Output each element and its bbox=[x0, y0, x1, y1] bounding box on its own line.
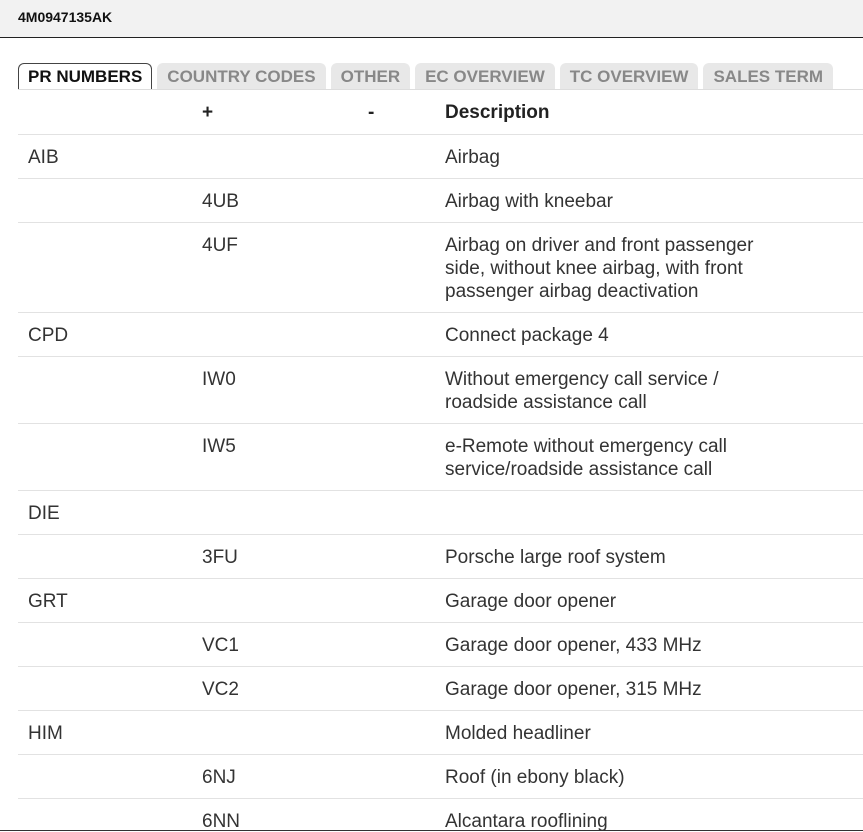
tab-pr-numbers[interactable]: PR NUMBERS bbox=[18, 63, 152, 90]
plus-cell: IW0 bbox=[202, 369, 236, 390]
column-header-description: Description bbox=[445, 102, 550, 123]
plus-cell: IW5 bbox=[202, 436, 236, 457]
table-row bbox=[18, 313, 863, 357]
plus-cell: 4UB bbox=[202, 191, 239, 212]
part-number-title: 4M0947135AK bbox=[18, 9, 113, 25]
description-cell: Garage door opener bbox=[445, 591, 617, 612]
family-cell: AIB bbox=[28, 147, 59, 168]
table-row bbox=[18, 424, 863, 491]
table-row bbox=[18, 357, 863, 424]
description-cell: Connect package 4 bbox=[445, 325, 609, 346]
column-header-minus: - bbox=[368, 102, 375, 123]
plus-cell: 4UF bbox=[202, 235, 238, 256]
description-cell: Alcantara rooflining bbox=[445, 811, 608, 832]
description-cell: Porsche large roof system bbox=[445, 547, 666, 568]
description-cell: Molded headliner bbox=[445, 723, 591, 744]
description-cell: Garage door opener, 433 MHz bbox=[445, 635, 702, 656]
table-row bbox=[18, 179, 863, 223]
tab-sales-term[interactable]: SALES TERM bbox=[703, 63, 833, 90]
plus-cell: 6NJ bbox=[202, 767, 236, 788]
description-cell: Airbag on driver and front passenger side, without knee airbag, with front passenger airbag deactivation bbox=[445, 235, 754, 302]
table-row bbox=[18, 579, 863, 623]
table-header-row bbox=[18, 90, 863, 135]
table-row bbox=[18, 755, 863, 799]
tab-tc-overview[interactable]: TC OVERVIEW bbox=[560, 63, 699, 90]
plus-cell: 6NN bbox=[202, 811, 241, 832]
table-row bbox=[18, 223, 863, 313]
top-bar bbox=[0, 0, 863, 38]
pr-numbers-table bbox=[18, 90, 863, 832]
description-cell: e-Remote without emergency call service/roadside assistance call bbox=[445, 436, 727, 480]
tab-bar bbox=[18, 63, 863, 90]
plus-cell: VC2 bbox=[202, 679, 239, 700]
tab-other[interactable]: OTHER bbox=[331, 63, 411, 90]
table-row bbox=[18, 799, 863, 832]
description-cell: Without emergency call service / roadside assistance call bbox=[445, 369, 719, 413]
table-row bbox=[18, 535, 863, 579]
description-cell: Airbag with kneebar bbox=[445, 191, 613, 212]
table-row bbox=[18, 623, 863, 667]
bottom-border bbox=[0, 830, 863, 831]
plus-cell: 3FU bbox=[202, 547, 238, 568]
table-row bbox=[18, 711, 863, 755]
tab-country-codes[interactable]: COUNTRY CODES bbox=[157, 63, 325, 90]
column-header-plus: + bbox=[202, 102, 214, 123]
family-cell: HIM bbox=[28, 723, 63, 744]
family-cell: CPD bbox=[28, 325, 69, 346]
description-cell: Roof (in ebony black) bbox=[445, 767, 625, 788]
tab-ec-overview[interactable]: EC OVERVIEW bbox=[415, 63, 555, 90]
family-cell: GRT bbox=[28, 591, 68, 612]
family-cell: DIE bbox=[28, 503, 60, 524]
table-row bbox=[18, 135, 863, 179]
table-row bbox=[18, 667, 863, 711]
plus-cell: VC1 bbox=[202, 635, 239, 656]
table-row bbox=[18, 491, 863, 535]
description-cell: Airbag bbox=[445, 147, 500, 168]
description-cell: Garage door opener, 315 MHz bbox=[445, 679, 702, 700]
